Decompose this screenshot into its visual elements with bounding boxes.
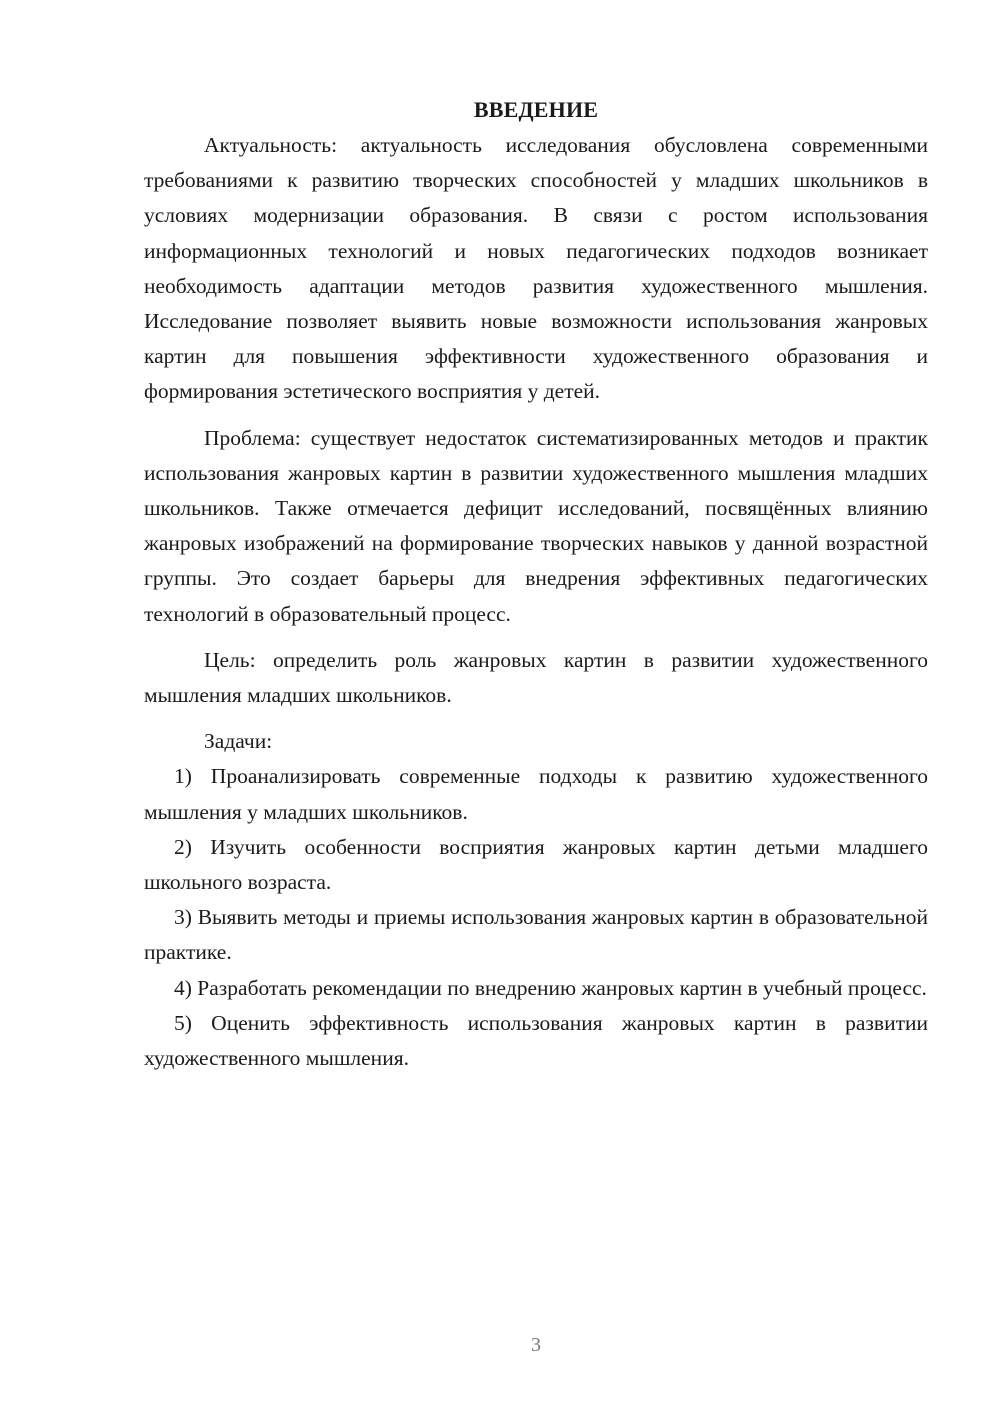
tasks-label: Задачи:: [204, 729, 273, 754]
task-item-1: 1) Проанализировать современные подходы к развитию художественного мышления у младших школьников.: [144, 764, 928, 824]
task-item-3: 3) Выявить методы и приемы использования жанровых картин в образовательной практике.: [144, 905, 928, 965]
problem-paragraph: Проблема: существует недостаток систематизированных методов и практик использования жанровых картин в развитии художественного мышления младших школьников. Также отмечается дефицит исследований, посвящённых влиянию жанровых изображений на формирование творческих навыков у данной возрастной группы. Это создает барьеры для внедрения эффективных педагогических технологий в образовательный процесс.: [144, 425, 928, 626]
goal-paragraph: Цель: определить роль жанровых картин в развитии художественного мышления младших школьников.: [144, 647, 928, 708]
task-item-2: 2) Изучить особенности восприятия жанровых картин детьми младшего школьного возраста.: [144, 834, 928, 895]
task-item-5: 5) Оценить эффективность использования жанровых картин в развитии художественного мышления.: [144, 1010, 928, 1071]
task-item-4: 4) Разработать рекомендации по внедрению жанровых картин в учебный процесс.: [174, 975, 927, 1000]
section-heading: ВВЕДЕНИЕ: [473, 97, 599, 122]
relevance-paragraph: Актуальность: актуальность исследования обусловлена современными требованиями к развитию творческих способностей у младших школьников в условиях модернизации образования. В связи с ростом использования информационных технологий и новых педагогических подходов возникает необходимость адаптации методов развития художественного мышления. Исследование позволяет выявить новые возможности использования жанровых картин для повышения эффективности художественного образования и формирования эстетического восприятия у детей.: [144, 133, 928, 404]
page-number: 3: [531, 1334, 541, 1356]
document-page: [144, 92, 928, 1076]
